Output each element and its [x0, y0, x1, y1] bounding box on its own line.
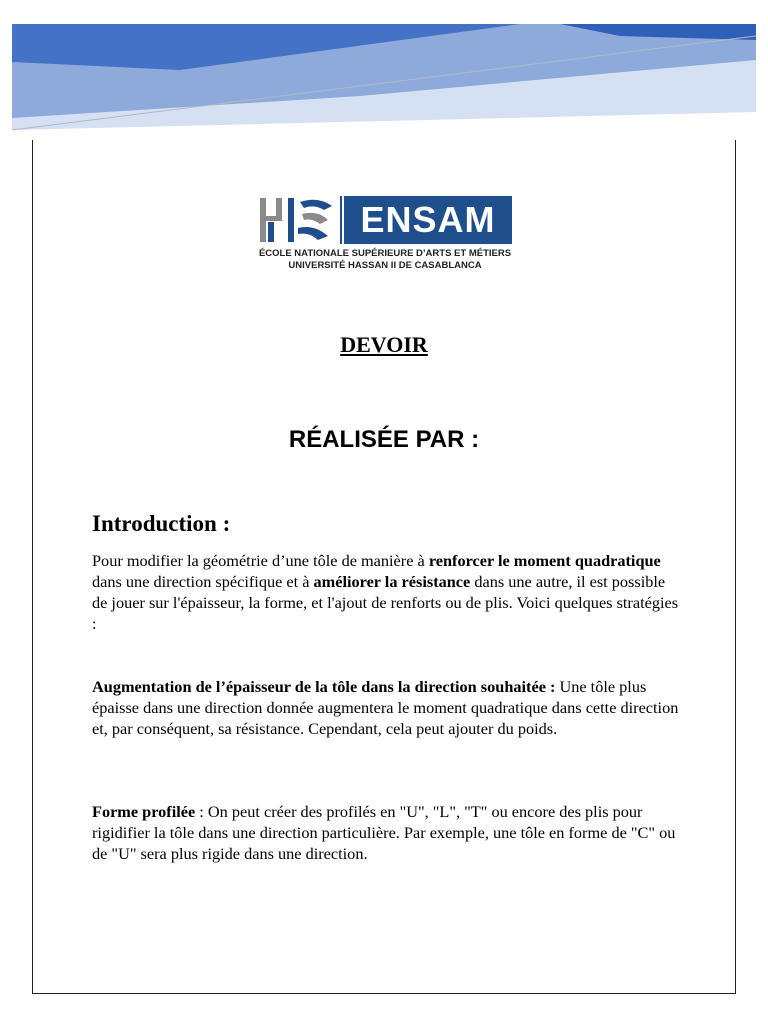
p1-text-2: dans une direction spécifique et à: [92, 572, 314, 591]
thickness-paragraph: [92, 676, 682, 739]
intro-paragraph: [92, 550, 682, 634]
p1-text-3: dans une autre, il est possible de jouer sur l'épaisseur, la forme, et l'ajout de renforts ou de plis. Voici quelques stratégies :: [92, 572, 679, 633]
p3-bold-1: Forme profilée: [92, 802, 196, 821]
logo-university-name: UNIVERSITÉ HASSAN II DE CASABLANCA: [288, 260, 482, 271]
p2-bold-1: Augmentation de l’épaisseur de la tôle dans la direction souhaitée :: [92, 677, 556, 696]
document-title: DEVOIR: [340, 332, 428, 357]
p3-text-1: : On peut créer des profilés en "U", "L", "T" ou encore des plis pour rigidifier la tôle dans une direction particulière. Par exemple, une tôle en forme de "C" ou de "U" sera plus rigide dans une direction.: [92, 802, 676, 863]
university-emblem-icon: [258, 196, 338, 246]
logo-wordmark: ENSAM: [344, 196, 512, 244]
logo-separator: [340, 196, 342, 244]
p1-bold-2: améliorer la résistance: [313, 572, 471, 591]
header-banner: [0, 0, 768, 140]
profile-paragraph: [92, 801, 682, 864]
p1-bold-1: renforcer le moment quadratique: [428, 551, 661, 570]
author-heading: RÉALISÉE PAR :: [288, 426, 480, 453]
introduction-heading: Introduction :: [92, 511, 231, 536]
logo-school-name: ÉCOLE NATIONALE SUPÉRIEURE D’ARTS ET MÉTIERS: [258, 248, 512, 259]
p2-text-1: Une tôle plus épaisse dans une direction donnée augmentera le moment quadratique dans cette direction et, par conséquent, sa résistance. Cependant, cela peut ajouter du poids.: [92, 677, 679, 738]
p1-text-1: Pour modifier la géométrie d’une tôle de manière à: [92, 551, 429, 570]
ensam-logo: [254, 194, 516, 274]
